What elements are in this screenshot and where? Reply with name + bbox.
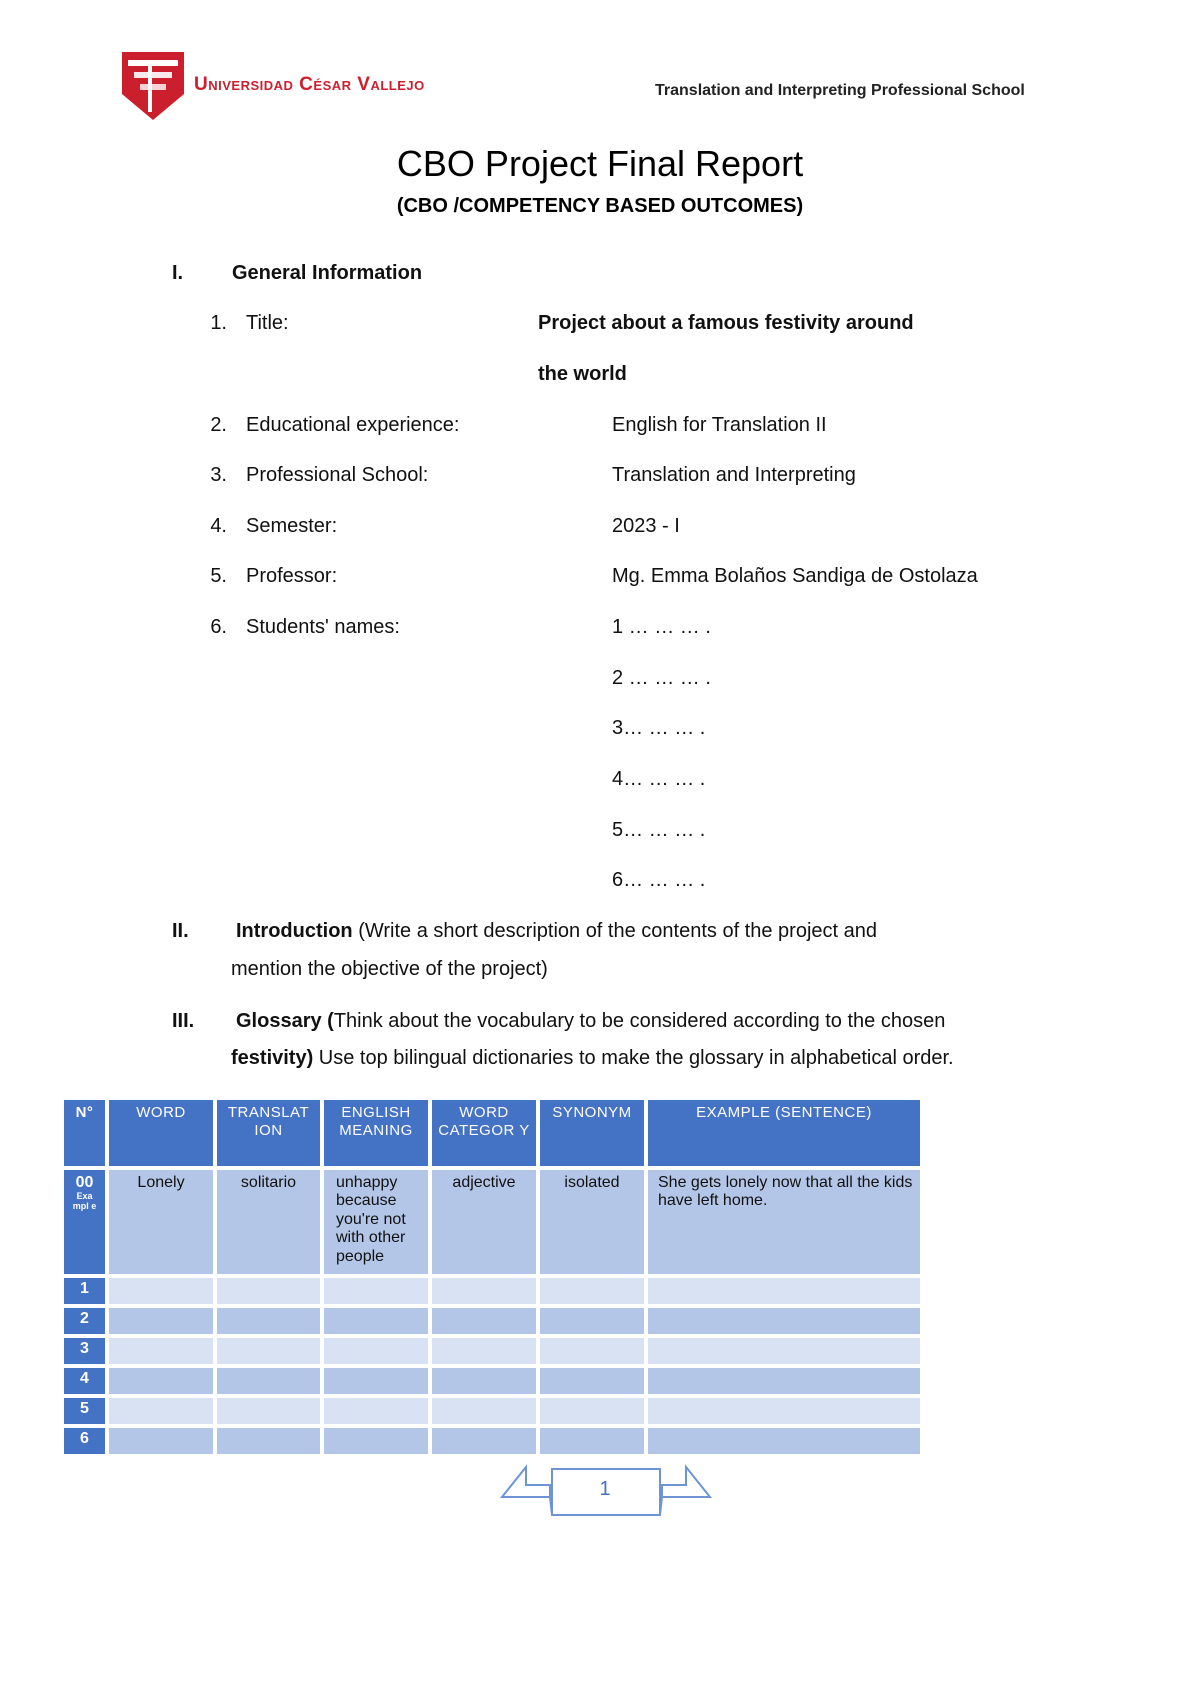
table-cell[interactable] (322, 1396, 430, 1426)
row-number: 6 (62, 1426, 107, 1456)
table-cell[interactable] (646, 1306, 922, 1336)
item-label-educational-experience: Educational experience: (246, 414, 460, 436)
example-number-cell (62, 1168, 107, 1276)
example-synonym: isolated (538, 1168, 646, 1276)
table-cell[interactable] (538, 1276, 646, 1306)
table-cell[interactable] (107, 1426, 215, 1456)
table-cell[interactable] (430, 1336, 538, 1366)
item-value-semester: 2023 - I (612, 515, 680, 537)
item-number: 1. (210, 312, 227, 334)
table-cell[interactable] (322, 1336, 430, 1366)
student-name-line: 5… … … . (612, 819, 706, 841)
document-subtitle: (CBO /COMPETENCY BASED OUTCOMES) (396, 195, 804, 217)
student-name-line: 4… … … . (612, 768, 706, 790)
school-header: Translation and Interpreting Professional School (655, 82, 1025, 99)
item-number: 3. (210, 464, 227, 486)
section-1-number: I. (172, 262, 184, 284)
table-cell[interactable] (322, 1366, 430, 1396)
section-3-heading: Glossary ( (236, 1010, 334, 1032)
table-cell[interactable] (215, 1396, 322, 1426)
table-cell[interactable] (646, 1396, 922, 1426)
table-cell[interactable] (107, 1396, 215, 1426)
student-name-line: 2 … … … . (612, 667, 711, 689)
header-translation: TRANSLAT ION (215, 1098, 322, 1168)
table-cell[interactable] (646, 1426, 922, 1456)
section-3-number: III. (172, 1010, 195, 1032)
item-label-students-names: Students' names: (246, 616, 400, 638)
table-cell[interactable] (646, 1336, 922, 1366)
item-number: 6. (210, 616, 227, 638)
example-number-note: Exa mpl e (72, 1191, 97, 1211)
item-number: 5. (210, 565, 227, 587)
item-value-professor: Mg. Emma Bolaños Sandiga de Ostolaza (612, 565, 978, 587)
table-cell[interactable] (538, 1396, 646, 1426)
glossary-table (62, 1098, 922, 1456)
table-cell[interactable] (538, 1306, 646, 1336)
table-row (62, 1336, 922, 1366)
table-cell[interactable] (215, 1336, 322, 1366)
table-cell[interactable] (430, 1276, 538, 1306)
table-cell[interactable] (430, 1426, 538, 1456)
table-cell[interactable] (430, 1366, 538, 1396)
table-cell[interactable] (430, 1306, 538, 1336)
item-label-title: Title: (246, 312, 289, 334)
section-3-line-2 (231, 1047, 954, 1070)
table-cell[interactable] (646, 1366, 922, 1396)
university-logo-shield (120, 50, 186, 122)
header-number: N° (62, 1098, 107, 1168)
student-name-line: 6… … … . (612, 869, 706, 891)
row-number: 4 (62, 1366, 107, 1396)
table-cell[interactable] (538, 1426, 646, 1456)
university-logo-text: Universidad César Vallejo (194, 74, 425, 95)
table-cell[interactable] (538, 1336, 646, 1366)
row-number: 2 (62, 1306, 107, 1336)
example-number: 00 (75, 1174, 94, 1191)
row-number: 1 (62, 1276, 107, 1306)
example-translation: solitario (215, 1168, 322, 1276)
table-cell[interactable] (107, 1276, 215, 1306)
row-number: 3 (62, 1336, 107, 1366)
header-synonym: SYNONYM (538, 1098, 646, 1168)
section-3-instructions-cont: Use top bilingual dictionaries to make the glossary in alphabetical order. (313, 1047, 954, 1069)
table-cell[interactable] (107, 1336, 215, 1366)
table-row (62, 1276, 922, 1306)
item-label-semester: Semester: (246, 515, 338, 537)
item-number: 4. (210, 515, 227, 537)
item-value-professional-school: Translation and Interpreting (612, 464, 856, 486)
table-cell[interactable] (107, 1306, 215, 1336)
header-word: WORD (107, 1098, 215, 1168)
table-cell[interactable] (322, 1276, 430, 1306)
table-row-example (62, 1168, 922, 1276)
student-name-line: 1 … … … . (612, 616, 711, 638)
table-cell[interactable] (538, 1366, 646, 1396)
table-row (62, 1306, 922, 1336)
document-title: CBO Project Final Report (396, 143, 804, 184)
table-cell[interactable] (107, 1366, 215, 1396)
table-cell[interactable] (215, 1366, 322, 1396)
page-number: 1 (599, 1478, 611, 1500)
item-label-professor: Professor: (246, 565, 338, 587)
table-row (62, 1366, 922, 1396)
item-number: 2. (210, 414, 227, 436)
header-word-category: WORD CATEGOR Y (430, 1098, 538, 1168)
table-row (62, 1396, 922, 1426)
item-label-professional-school: Professional School: (246, 464, 429, 486)
item-value-title: Project about a famous festivity around (538, 312, 914, 334)
example-word: Lonely (107, 1168, 215, 1276)
section-2-number: II. (172, 920, 189, 942)
table-cell[interactable] (322, 1426, 430, 1456)
table-cell[interactable] (215, 1276, 322, 1306)
section-3-bold-fragment: festivity) (231, 1047, 314, 1069)
table-cell[interactable] (215, 1426, 322, 1456)
section-3-line-1 (236, 1010, 945, 1033)
example-category: adjective (430, 1168, 538, 1276)
section-2-line-1 (236, 920, 877, 943)
section-3-instructions: Think about the vocabulary to be considered according to the chosen (333, 1010, 946, 1032)
section-1-heading: General Information (232, 262, 423, 284)
table-cell[interactable] (215, 1306, 322, 1336)
table-cell[interactable] (322, 1306, 430, 1336)
item-value-educational-experience: English for Translation II (612, 414, 827, 436)
table-header-row (62, 1098, 922, 1168)
example-sentence: She gets lonely now that all the kids have left home. (646, 1168, 922, 1276)
table-cell[interactable] (430, 1396, 538, 1426)
section-2-heading: Introduction (236, 920, 353, 942)
row-number: 5 (62, 1396, 107, 1426)
student-name-line: 3… … … . (612, 717, 706, 739)
example-meaning: unhappy because you're not with other people (322, 1168, 430, 1276)
table-cell[interactable] (646, 1276, 922, 1306)
table-row (62, 1426, 922, 1456)
header-example-sentence: EXAMPLE (SENTENCE) (646, 1098, 922, 1168)
header-english-meaning: ENGLISH MEANING (322, 1098, 430, 1168)
section-2-instructions: (Write a short description of the contents of the project and (352, 920, 877, 942)
section-2-line-2: mention the objective of the project) (231, 958, 548, 980)
item-value-title-cont: the world (538, 363, 627, 385)
